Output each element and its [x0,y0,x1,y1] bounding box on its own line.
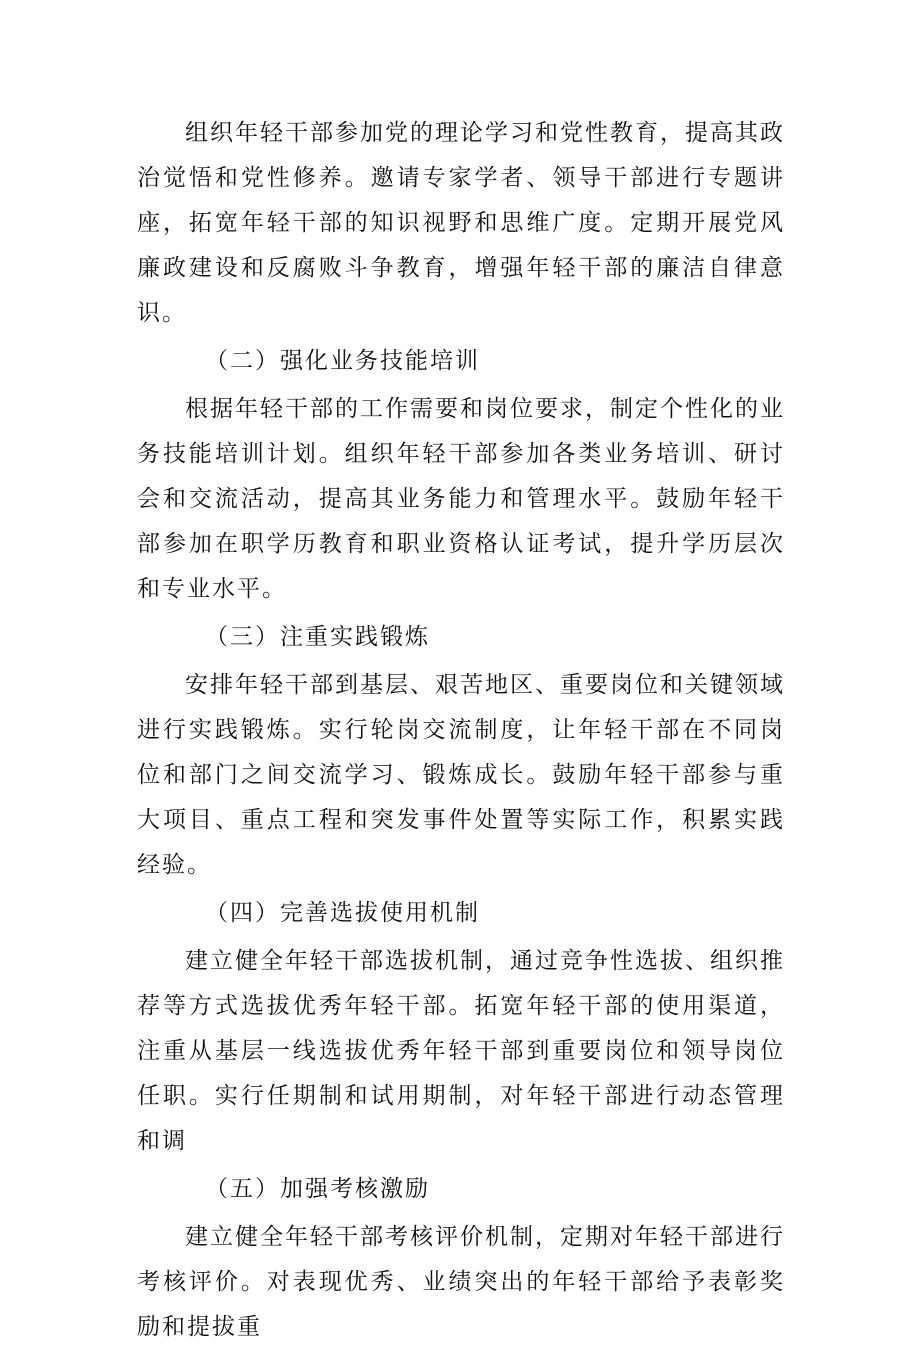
paragraph-assessment: 建立健全年轻干部考核评价机制，定期对年轻干部进行考核评价。对表现优秀、业绩突出的年轻干部给予表彰奖励和提拔重 [137,1224,785,1340]
section-heading-3: （三）注重实践锻炼 [205,624,430,650]
paragraph-selection: 建立健全年轻干部选拔机制，通过竞争性选拔、组织推荐等方式选拔优秀年轻干部。拓宽年轻干部的使用渠道，注重从基层一线选拔优秀年轻干部到重要岗位和领导岗位任职。实行任期制和试用期制，对年轻干部进行动态管理和调 [137,948,785,1154]
section-heading-5: （五）加强考核激励 [205,1176,430,1202]
paragraph-practice: 安排年轻干部到基层、艰苦地区、重要岗位和关键领域进行实践锻炼。实行轮岗交流制度，让年轻干部在不同岗位和部门之间交流学习、锻炼成长。鼓励年轻干部参与重大项目、重点工程和突发事件处置等实际工作，积累实践经验。 [137,672,785,878]
paragraph-theory-study: 组织年轻干部参加党的理论学习和党性教育，提高其政治觉悟和党性修养。邀请专家学者、领导干部进行专题讲座，拓宽年轻干部的知识视野和思维广度。定期开展党风廉政建设和反腐败斗争教育，增强年轻干部的廉洁自律意识。 [137,120,785,326]
section-heading-4: （四）完善选拔使用机制 [205,900,480,926]
section-heading-2: （二）强化业务技能培训 [205,348,480,374]
document-body [137,111,785,1353]
paragraph-skill-training: 根据年轻干部的工作需要和岗位要求，制定个性化的业务技能培训计划。组织年轻干部参加各类业务培训、研讨会和交流活动，提高其业务能力和管理水平。鼓励年轻干部参加在职学历教育和职业资格认证考试，提升学历层次和专业水平。 [137,396,785,602]
